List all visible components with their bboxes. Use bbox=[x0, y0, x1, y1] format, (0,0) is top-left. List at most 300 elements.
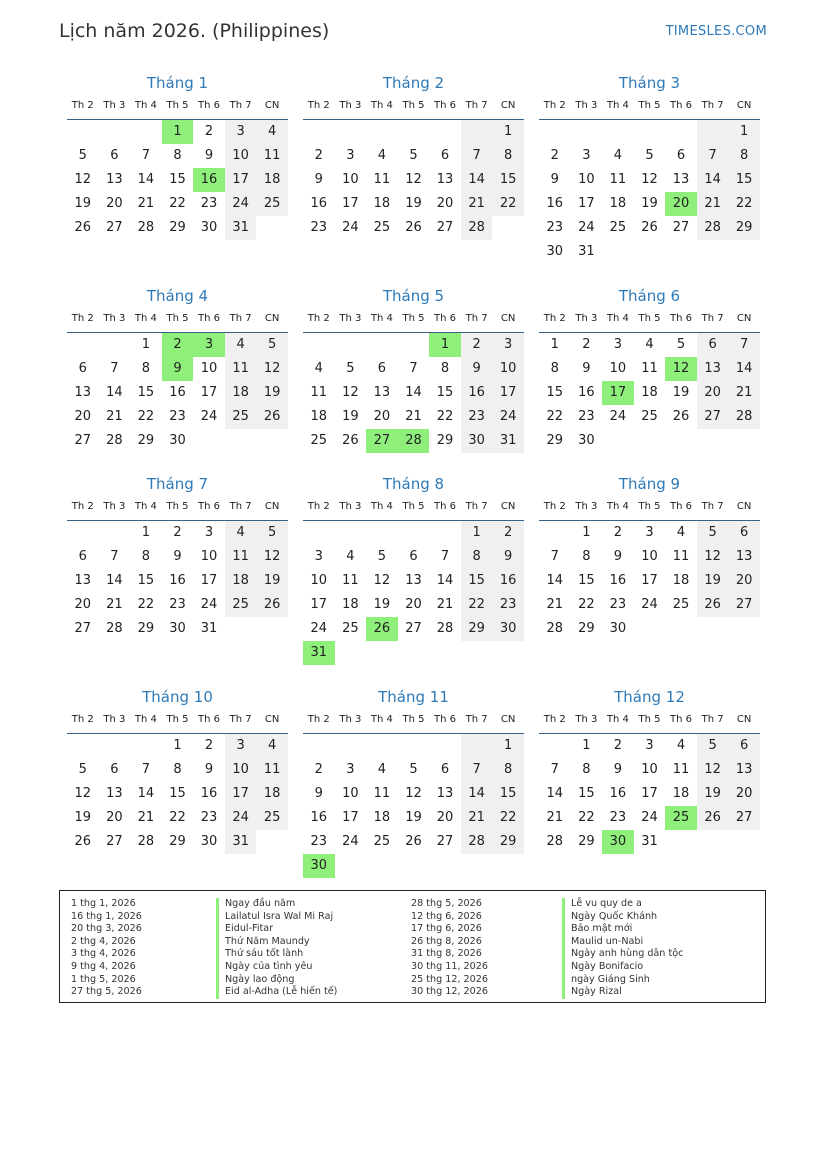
month-title: Tháng 3 bbox=[618, 74, 681, 92]
day-cell: 4 bbox=[676, 525, 686, 540]
day-cell: 23 bbox=[461, 405, 493, 429]
day-cell: 19 bbox=[74, 196, 92, 211]
weekday-label: Th 7 bbox=[465, 100, 488, 111]
legend-date: 28 thg 5, 2026 bbox=[411, 898, 482, 909]
legend-holiday-name: Thứ sáu tốt lành bbox=[216, 948, 337, 961]
day-cell: 24 bbox=[641, 810, 658, 825]
day-cell: 17 bbox=[200, 385, 218, 400]
empty-cell bbox=[366, 120, 398, 144]
day-cell: 16 bbox=[609, 573, 627, 588]
legend-holiday-name: Maulid un-Nabi bbox=[562, 936, 683, 949]
day-cell: 21 bbox=[728, 381, 760, 405]
month-title: Tháng 1 bbox=[146, 74, 209, 92]
weekday-label: Th 6 bbox=[198, 501, 221, 512]
holiday-day-cell: 30 bbox=[303, 854, 335, 878]
weekday-label: Th 5 bbox=[402, 501, 425, 512]
day-cell: 18 bbox=[672, 786, 690, 801]
legend-holiday-name: Thứ Năm Maundy bbox=[216, 936, 337, 949]
day-cell: 29 bbox=[461, 617, 493, 641]
day-cell: 28 bbox=[546, 621, 564, 636]
weekday-header bbox=[303, 95, 524, 120]
day-cell: 16 bbox=[546, 196, 564, 211]
month-calendar bbox=[67, 474, 288, 641]
day-cell: 15 bbox=[436, 385, 454, 400]
day-cell: 4 bbox=[377, 148, 387, 163]
day-cell: 27 bbox=[74, 433, 92, 448]
weekday-label: Th 2 bbox=[71, 714, 94, 725]
day-cell: 27 bbox=[436, 220, 454, 235]
day-cell: 7 bbox=[141, 762, 151, 777]
day-cell: 12 bbox=[641, 172, 658, 187]
day-cell: 18 bbox=[373, 810, 391, 825]
empty-cell bbox=[99, 521, 131, 545]
day-cell: 2 bbox=[204, 738, 214, 753]
day-cell: 24 bbox=[609, 409, 627, 424]
day-cell: 10 bbox=[200, 361, 218, 376]
day-cell: 28 bbox=[137, 834, 155, 849]
day-cell: 21 bbox=[697, 192, 729, 216]
day-grid bbox=[539, 120, 760, 264]
holiday-day-cell: 12 bbox=[665, 357, 697, 381]
legend-holiday-name: Eid al-Adha (Lễ hiến tế) bbox=[216, 986, 337, 999]
day-cell: 9 bbox=[461, 357, 493, 381]
day-cell: 23 bbox=[169, 597, 186, 612]
day-cell: 1 bbox=[173, 738, 182, 753]
day-cell: 14 bbox=[728, 357, 760, 381]
weekday-label: CN bbox=[500, 313, 516, 324]
day-cell: 18 bbox=[225, 381, 257, 405]
weekday-label: Th 4 bbox=[134, 100, 157, 111]
weekday-label: Th 4 bbox=[606, 313, 629, 324]
weekday-label: Th 7 bbox=[701, 313, 724, 324]
day-cell: 29 bbox=[728, 216, 760, 240]
day-cell: 30 bbox=[546, 244, 564, 259]
day-cell: 11 bbox=[672, 762, 690, 777]
legend-date: 30 thg 12, 2026 bbox=[411, 986, 488, 998]
legend-holiday-name: Ngày anh hùng dân tộc bbox=[562, 948, 683, 961]
day-cell: 13 bbox=[728, 758, 760, 782]
day-cell: 23 bbox=[169, 409, 186, 424]
day-cell: 11 bbox=[225, 545, 257, 569]
day-cell: 23 bbox=[609, 597, 627, 612]
empty-cell bbox=[539, 734, 571, 758]
day-cell: 18 bbox=[256, 782, 288, 806]
day-cell: 10 bbox=[342, 786, 359, 801]
legend-date: 16 thg 1, 2026 bbox=[71, 910, 142, 922]
day-cell: 24 bbox=[641, 597, 658, 612]
day-cell: 7 bbox=[697, 144, 729, 168]
day-cell: 4 bbox=[676, 738, 686, 753]
month-title: Tháng 2 bbox=[382, 74, 445, 92]
day-cell: 19 bbox=[74, 810, 92, 825]
day-cell: 10 bbox=[225, 758, 257, 782]
weekday-header bbox=[67, 308, 288, 333]
day-cell: 26 bbox=[74, 834, 92, 849]
day-cell: 8 bbox=[461, 545, 493, 569]
day-cell: 26 bbox=[697, 806, 729, 830]
legend-date: 12 thg 6, 2026 bbox=[411, 910, 482, 922]
day-cell: 8 bbox=[550, 361, 559, 376]
weekday-header bbox=[303, 308, 524, 333]
day-cell: 27 bbox=[728, 806, 760, 830]
day-cell: 13 bbox=[74, 385, 92, 400]
day-cell: 4 bbox=[256, 734, 288, 758]
weekday-label: Th 3 bbox=[339, 100, 362, 111]
day-cell: 5 bbox=[697, 734, 729, 758]
legend-date: 17 thg 6, 2026 bbox=[411, 923, 482, 935]
day-cell: 16 bbox=[169, 573, 186, 588]
day-cell: 15 bbox=[137, 385, 155, 400]
day-cell: 5 bbox=[256, 521, 288, 545]
day-cell: 14 bbox=[546, 786, 564, 801]
day-cell: 30 bbox=[578, 433, 595, 448]
day-cell: 10 bbox=[200, 549, 218, 564]
day-cell: 19 bbox=[256, 569, 288, 593]
day-cell: 6 bbox=[409, 549, 418, 564]
day-cell: 14 bbox=[461, 168, 493, 192]
legend-holiday-name: Ngay đầu năm bbox=[216, 898, 337, 911]
empty-cell bbox=[303, 521, 335, 545]
day-cell: 25 bbox=[609, 220, 627, 235]
empty-cell bbox=[665, 120, 697, 144]
day-cell: 12 bbox=[697, 758, 729, 782]
day-cell: 12 bbox=[405, 786, 422, 801]
day-cell: 3 bbox=[204, 525, 214, 540]
day-cell: 21 bbox=[405, 409, 422, 424]
holiday-day-cell: 16 bbox=[193, 168, 225, 192]
day-cell: 25 bbox=[672, 597, 690, 612]
holiday-day-cell: 27 bbox=[366, 429, 398, 453]
day-cell: 29 bbox=[436, 433, 454, 448]
weekday-label: Th 5 bbox=[638, 100, 661, 111]
day-cell: 23 bbox=[200, 810, 218, 825]
day-cell: 30 bbox=[200, 220, 218, 235]
day-cell: 19 bbox=[373, 597, 391, 612]
day-cell: 13 bbox=[436, 786, 454, 801]
day-cell: 5 bbox=[645, 148, 654, 163]
legend-holiday-name: Lễ vu quy de a bbox=[562, 898, 683, 911]
day-cell: 25 bbox=[225, 405, 257, 429]
weekday-label: Th 4 bbox=[370, 313, 393, 324]
day-cell: 6 bbox=[440, 762, 450, 777]
empty-cell bbox=[429, 120, 461, 144]
day-cell: 31 bbox=[225, 216, 257, 240]
legend-date: 26 thg 8, 2026 bbox=[411, 935, 482, 947]
day-cell: 20 bbox=[436, 196, 454, 211]
day-cell: 26 bbox=[672, 409, 690, 424]
day-cell: 7 bbox=[110, 549, 119, 564]
month-calendar bbox=[67, 286, 288, 453]
empty-cell bbox=[335, 333, 367, 357]
day-cell: 23 bbox=[578, 409, 595, 424]
day-cell: 16 bbox=[492, 569, 524, 593]
day-cell: 16 bbox=[461, 381, 493, 405]
day-cell: 27 bbox=[728, 593, 760, 617]
month-title: Tháng 7 bbox=[146, 475, 209, 493]
day-cell: 20 bbox=[74, 409, 92, 424]
day-cell: 8 bbox=[173, 148, 182, 163]
day-cell: 15 bbox=[169, 786, 186, 801]
weekday-label: Th 6 bbox=[670, 313, 693, 324]
day-cell: 19 bbox=[405, 810, 422, 825]
holiday-day-cell: 20 bbox=[665, 192, 697, 216]
day-cell: 26 bbox=[405, 834, 422, 849]
day-grid bbox=[539, 734, 760, 854]
weekday-label: Th 2 bbox=[543, 313, 566, 324]
day-cell: 4 bbox=[377, 762, 387, 777]
weekday-label: Th 4 bbox=[134, 313, 157, 324]
day-grid bbox=[303, 734, 524, 878]
day-cell: 10 bbox=[342, 172, 359, 187]
weekday-label: Th 6 bbox=[198, 313, 221, 324]
empty-cell bbox=[539, 120, 571, 144]
weekday-label: Th 6 bbox=[670, 714, 693, 725]
weekday-label: Th 6 bbox=[670, 501, 693, 512]
weekday-label: Th 7 bbox=[229, 313, 252, 324]
weekday-label: Th 4 bbox=[370, 714, 393, 725]
day-cell: 3 bbox=[225, 734, 257, 758]
day-cell: 31 bbox=[200, 621, 218, 636]
day-cell: 14 bbox=[106, 573, 123, 588]
empty-cell bbox=[398, 734, 430, 758]
day-cell: 19 bbox=[405, 196, 422, 211]
weekday-label: Th 7 bbox=[229, 501, 252, 512]
day-cell: 25 bbox=[373, 220, 391, 235]
day-cell: 3 bbox=[613, 337, 623, 352]
day-cell: 19 bbox=[641, 196, 658, 211]
day-cell: 28 bbox=[137, 220, 155, 235]
day-cell: 8 bbox=[173, 762, 182, 777]
day-cell: 26 bbox=[256, 593, 288, 617]
day-cell: 24 bbox=[200, 409, 218, 424]
weekday-label: CN bbox=[264, 100, 280, 111]
weekday-label: Th 7 bbox=[701, 501, 724, 512]
day-cell: 22 bbox=[546, 409, 564, 424]
day-cell: 1 bbox=[550, 337, 559, 352]
day-cell: 6 bbox=[676, 148, 686, 163]
empty-cell bbox=[99, 734, 131, 758]
empty-cell bbox=[366, 333, 398, 357]
day-cell: 21 bbox=[137, 196, 155, 211]
day-grid bbox=[303, 333, 524, 453]
day-cell: 4 bbox=[346, 549, 355, 564]
day-cell: 29 bbox=[137, 433, 155, 448]
day-cell: 30 bbox=[609, 621, 627, 636]
day-cell: 8 bbox=[582, 762, 591, 777]
day-cell: 2 bbox=[492, 521, 524, 545]
month-title: Tháng 10 bbox=[142, 688, 213, 706]
day-cell: 14 bbox=[106, 385, 123, 400]
day-cell: 15 bbox=[578, 573, 595, 588]
weekday-label: Th 2 bbox=[307, 501, 330, 512]
holiday-day-cell: 26 bbox=[366, 617, 398, 641]
day-cell: 16 bbox=[310, 810, 328, 825]
day-cell: 25 bbox=[641, 409, 658, 424]
empty-cell bbox=[571, 120, 603, 144]
month-title: Tháng 12 bbox=[614, 688, 685, 706]
day-cell: 26 bbox=[405, 220, 422, 235]
day-cell: 29 bbox=[546, 433, 564, 448]
day-cell: 5 bbox=[409, 148, 418, 163]
day-cell: 6 bbox=[78, 361, 87, 376]
empty-cell bbox=[398, 521, 430, 545]
empty-cell bbox=[335, 734, 367, 758]
day-cell: 2 bbox=[461, 333, 493, 357]
day-cell: 8 bbox=[141, 361, 151, 376]
day-cell: 26 bbox=[641, 220, 658, 235]
weekday-label: Th 7 bbox=[229, 714, 252, 725]
day-cell: 12 bbox=[256, 545, 288, 569]
month-title: Tháng 5 bbox=[382, 287, 445, 305]
day-cell: 13 bbox=[106, 786, 123, 801]
day-cell: 3 bbox=[492, 333, 524, 357]
day-cell: 1 bbox=[728, 120, 760, 144]
day-cell: 23 bbox=[546, 220, 564, 235]
day-cell: 28 bbox=[728, 405, 760, 429]
day-cell: 17 bbox=[310, 597, 328, 612]
day-cell: 11 bbox=[373, 172, 391, 187]
weekday-label: Th 6 bbox=[434, 501, 457, 512]
day-cell: 24 bbox=[310, 621, 328, 636]
day-cell: 28 bbox=[461, 830, 493, 854]
day-cell: 12 bbox=[342, 385, 359, 400]
month-title: Tháng 4 bbox=[146, 287, 209, 305]
legend-date: 1 thg 1, 2026 bbox=[71, 898, 136, 909]
day-cell: 25 bbox=[310, 433, 328, 448]
day-cell: 24 bbox=[492, 405, 524, 429]
month-calendar bbox=[303, 286, 524, 453]
day-cell: 17 bbox=[578, 196, 595, 211]
day-cell: 30 bbox=[492, 617, 524, 641]
day-cell: 4 bbox=[314, 361, 323, 376]
day-cell: 22 bbox=[578, 810, 595, 825]
day-cell: 14 bbox=[461, 782, 493, 806]
weekday-header bbox=[67, 709, 288, 734]
day-cell: 24 bbox=[225, 806, 257, 830]
day-cell: 25 bbox=[256, 806, 288, 830]
day-cell: 26 bbox=[342, 433, 359, 448]
day-cell: 31 bbox=[492, 429, 524, 453]
day-cell: 15 bbox=[578, 786, 595, 801]
holiday-day-cell: 28 bbox=[398, 429, 430, 453]
weekday-label: Th 2 bbox=[307, 714, 330, 725]
day-cell: 23 bbox=[310, 834, 328, 849]
empty-cell bbox=[67, 521, 99, 545]
legend-names-right bbox=[562, 898, 683, 999]
day-cell: 22 bbox=[169, 810, 186, 825]
day-cell: 20 bbox=[728, 569, 760, 593]
day-cell: 16 bbox=[578, 385, 595, 400]
weekday-label: Th 7 bbox=[465, 501, 488, 512]
day-cell: 1 bbox=[492, 120, 524, 144]
day-cell: 13 bbox=[405, 573, 422, 588]
weekday-label: CN bbox=[736, 501, 752, 512]
day-cell: 19 bbox=[672, 385, 690, 400]
day-cell: 18 bbox=[310, 409, 328, 424]
day-cell: 29 bbox=[578, 621, 595, 636]
brand-link[interactable]: TIMESLES.COM bbox=[665, 24, 767, 39]
day-cell: 14 bbox=[137, 786, 155, 801]
month-title: Tháng 6 bbox=[618, 287, 681, 305]
day-cell: 24 bbox=[200, 597, 218, 612]
weekday-label: Th 5 bbox=[402, 714, 425, 725]
day-cell: 20 bbox=[106, 196, 123, 211]
day-cell: 31 bbox=[641, 834, 658, 849]
day-cell: 28 bbox=[106, 621, 123, 636]
day-cell: 22 bbox=[492, 806, 524, 830]
month-calendar bbox=[303, 474, 524, 665]
weekday-label: Th 6 bbox=[434, 100, 457, 111]
day-grid bbox=[67, 521, 288, 641]
day-cell: 27 bbox=[106, 220, 123, 235]
weekday-label: Th 7 bbox=[701, 714, 724, 725]
empty-cell bbox=[602, 120, 634, 144]
weekday-label: Th 5 bbox=[402, 100, 425, 111]
day-cell: 12 bbox=[697, 545, 729, 569]
day-cell: 11 bbox=[225, 357, 257, 381]
empty-cell bbox=[67, 333, 99, 357]
weekday-header bbox=[539, 95, 760, 120]
day-cell: 19 bbox=[342, 409, 359, 424]
empty-cell bbox=[634, 120, 666, 144]
weekday-label: Th 4 bbox=[370, 501, 393, 512]
day-cell: 24 bbox=[225, 192, 257, 216]
weekday-label: Th 4 bbox=[134, 501, 157, 512]
day-cell: 2 bbox=[173, 525, 182, 540]
weekday-label: Th 5 bbox=[402, 313, 425, 324]
day-cell: 23 bbox=[492, 593, 524, 617]
day-cell: 3 bbox=[314, 549, 323, 564]
empty-cell bbox=[398, 120, 430, 144]
weekday-label: Th 3 bbox=[103, 501, 126, 512]
month-calendar bbox=[67, 687, 288, 854]
empty-cell bbox=[429, 734, 461, 758]
weekday-label: Th 3 bbox=[103, 714, 126, 725]
day-cell: 20 bbox=[697, 381, 729, 405]
legend-names-left bbox=[216, 898, 337, 999]
day-cell: 7 bbox=[550, 549, 559, 564]
day-cell: 1 bbox=[461, 521, 493, 545]
day-cell: 17 bbox=[342, 810, 359, 825]
day-cell: 22 bbox=[728, 192, 760, 216]
weekday-label: Th 6 bbox=[198, 100, 221, 111]
day-cell: 17 bbox=[225, 782, 257, 806]
day-cell: 16 bbox=[609, 786, 627, 801]
day-cell: 20 bbox=[74, 597, 92, 612]
day-cell: 11 bbox=[609, 172, 627, 187]
day-cell: 13 bbox=[74, 573, 92, 588]
weekday-label: Th 5 bbox=[166, 313, 189, 324]
day-cell: 22 bbox=[137, 597, 155, 612]
day-cell: 9 bbox=[492, 545, 524, 569]
weekday-label: Th 5 bbox=[166, 714, 189, 725]
day-cell: 13 bbox=[672, 172, 690, 187]
day-cell: 18 bbox=[641, 385, 658, 400]
day-cell: 11 bbox=[310, 385, 328, 400]
weekday-header bbox=[539, 496, 760, 521]
empty-cell bbox=[335, 120, 367, 144]
day-cell: 7 bbox=[550, 762, 559, 777]
day-cell: 19 bbox=[256, 381, 288, 405]
weekday-label: Th 2 bbox=[543, 100, 566, 111]
day-cell: 10 bbox=[225, 144, 257, 168]
month-calendar bbox=[539, 286, 760, 453]
day-cell: 5 bbox=[676, 337, 686, 352]
day-cell: 24 bbox=[578, 220, 595, 235]
weekday-label: Th 2 bbox=[71, 100, 94, 111]
empty-cell bbox=[130, 120, 162, 144]
day-cell: 8 bbox=[728, 144, 760, 168]
